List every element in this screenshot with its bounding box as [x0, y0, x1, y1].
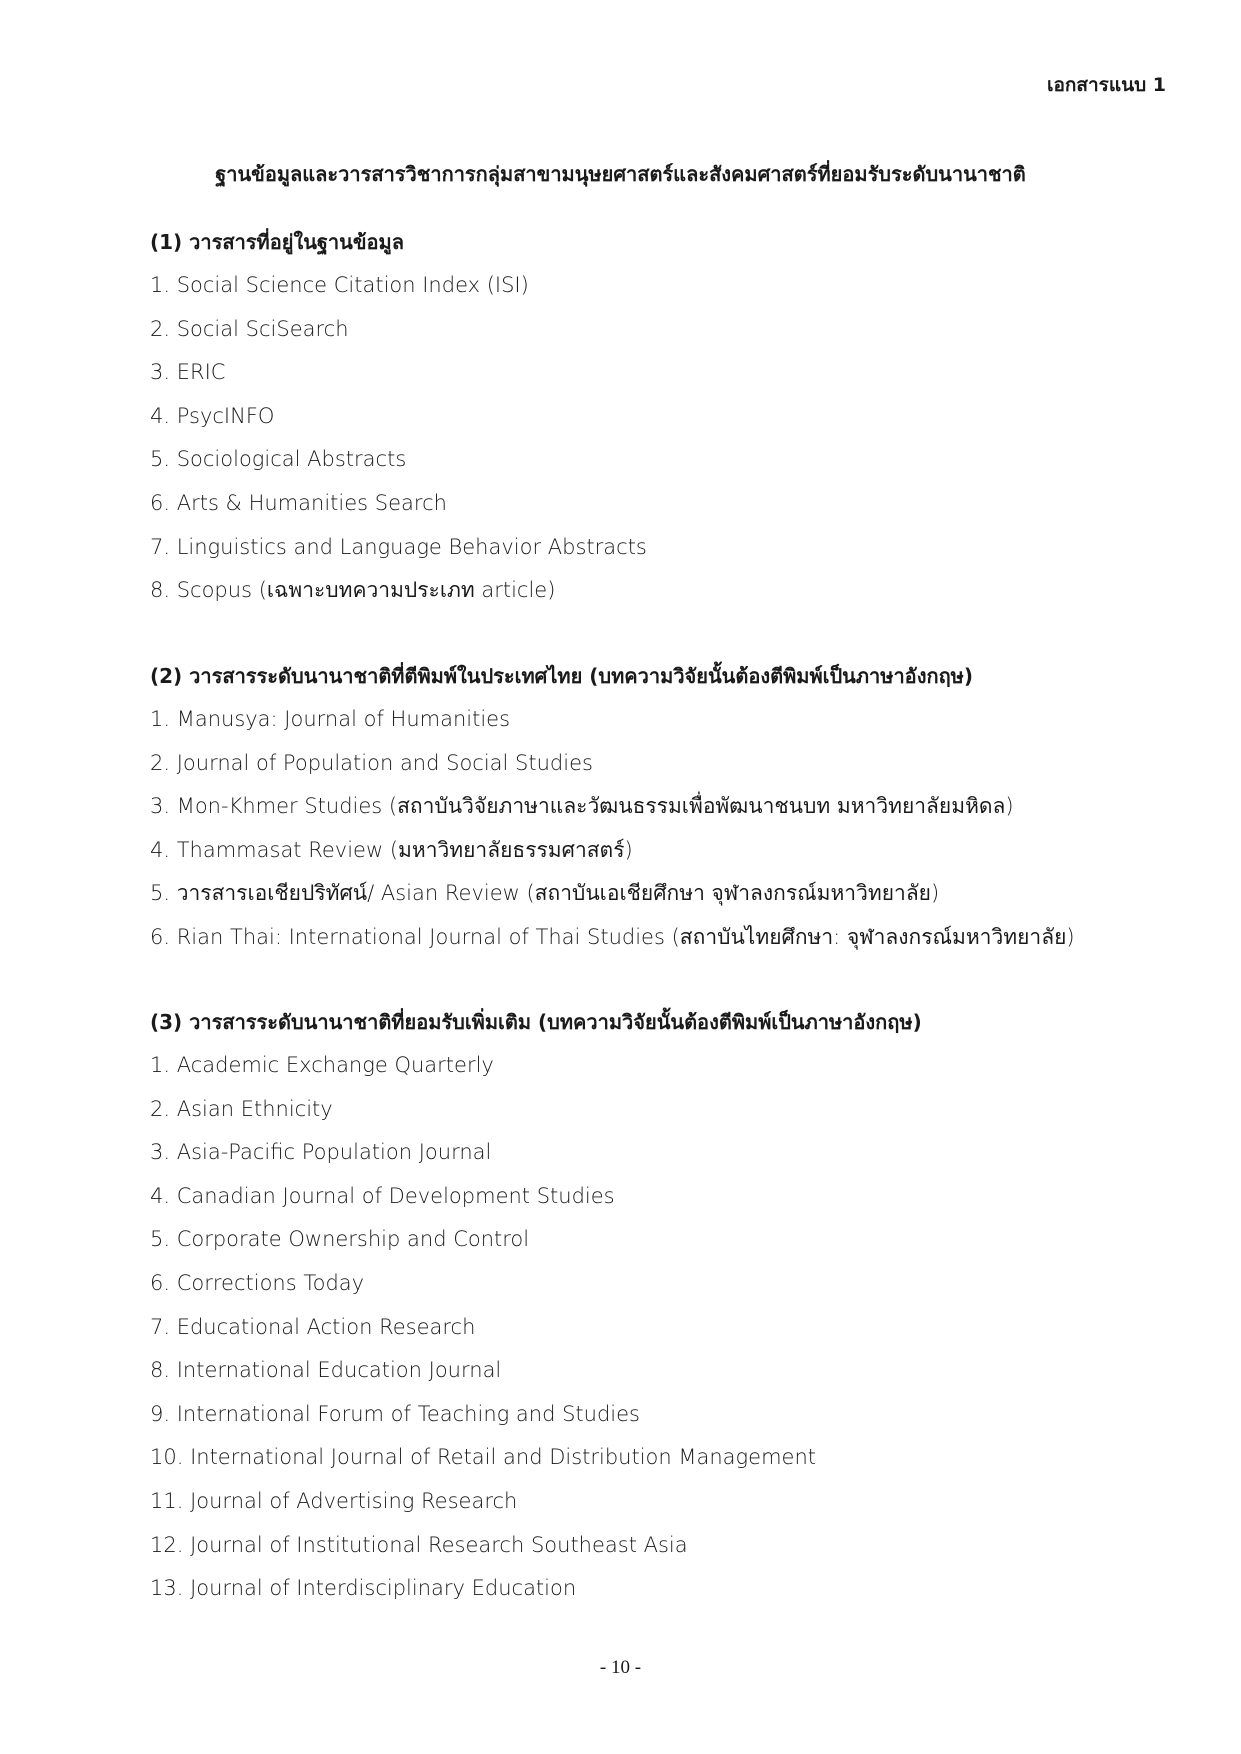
list-item: 2. Social SciSearch — [150, 316, 349, 341]
list-item: 3. Asia-Pacific Population Journal — [150, 1140, 492, 1165]
attachment-label: เอกสารแนบ 1 — [1046, 74, 1166, 96]
list-item: 1. Academic Exchange Quarterly — [150, 1053, 494, 1077]
list-item: 3. Mon-Khmer Studies (สถาบันวิจัยภาษาและวัฒนธรรมเพื่อพัฒนาชนบท มหาวิทยาลัยมหิดล) — [150, 794, 1014, 819]
list-item: 10. International Journal of Retail and Distribution Management — [150, 1445, 816, 1470]
list-item: 9. International Forum of Teaching and Studies — [150, 1401, 640, 1426]
section-additional-journals — [150, 1000, 1150, 1611]
section-databases — [150, 220, 1150, 613]
list-item: 3. ERIC — [150, 360, 226, 385]
document-title: ฐานข้อมูลและวารสารวิชาการกลุ่มสาขามนุษยศาสตร์และสังคมศาสตร์ที่ยอมรับระดับนานาชาติ — [215, 162, 1026, 186]
list-item: 5. วารสารเอเชียปริทัศน์/ Asian Review (สถาบันเอเชียศึกษา จุฬาลงกรณ์มหาวิทยาลัย) — [150, 881, 940, 906]
list-item: 11. Journal of Advertising Research — [150, 1488, 518, 1513]
list-item: 13. Journal of Interdisciplinary Education — [150, 1576, 577, 1601]
list-item: 4. PsycINFO — [150, 403, 275, 428]
list-item: 8. Scopus (เฉพาะบทความประเภท article) — [150, 578, 556, 603]
section-heading: (3) วารสารระดับนานาชาติที่ยอมรับเพิ่มเติม (บทความวิจัยนั้นต้องตีพิมพ์เป็นภาษาอังกฤษ) — [150, 1010, 922, 1034]
list-item: 5. Corporate Ownership and Control — [150, 1227, 530, 1252]
list-item: 5. Sociological Abstracts — [150, 447, 407, 472]
list-item: 6. Arts & Humanities Search — [150, 490, 447, 515]
list-item: 7. Educational Action Research — [150, 1314, 476, 1339]
list-item: 4. Thammasat Review (มหาวิทยาลัยธรรมศาสตร์) — [150, 837, 633, 862]
list-item: 2. Asian Ethnicity — [150, 1096, 333, 1121]
list-item: 6. Corrections Today — [150, 1270, 365, 1295]
list-item: 1. Manusya: Journal of Humanities — [150, 707, 511, 731]
list-item: 12. Journal of Institutional Research Southeast Asia — [150, 1532, 688, 1557]
list-item: 2. Journal of Population and Social Studies — [150, 750, 593, 775]
page-number: - 10 - — [599, 1657, 642, 1678]
list-item: 6. Rian Thai: International Journal of Thai Studies (สถาบันไทยศึกษา: จุฬาลงกรณ์มหาวิทยาลัย) — [150, 924, 1075, 949]
list-item: 8. International Education Journal — [150, 1358, 502, 1383]
list-item: 4. Canadian Journal of Development Studies — [150, 1183, 615, 1208]
section-heading: (2) วารสารระดับนานาชาติที่ตีพิมพ์ในประเทศไทย (บทความวิจัยนั้นต้องตีพิมพ์เป็นภาษาอังกฤษ) — [150, 664, 973, 688]
list-item: 1. Social Science Citation Index (ISI) — [150, 273, 529, 297]
section-thai-international-journals — [150, 654, 1150, 960]
list-item: 7. Linguistics and Language Behavior Abstracts — [150, 534, 647, 559]
section-heading: (1) วารสารที่อยู่ในฐานข้อมูล — [150, 230, 404, 254]
